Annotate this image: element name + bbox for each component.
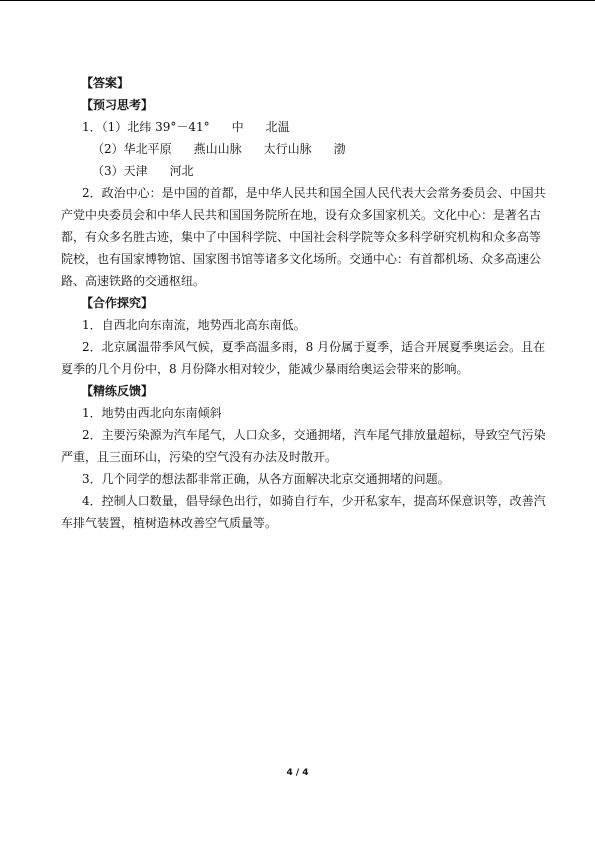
preview-q1-temperate: 北温	[265, 120, 290, 134]
practice-q4-line: 车排气装置，植树造林改善空气质量等。	[61, 516, 278, 530]
preview-q1-taihang: 太行山脉	[263, 142, 312, 156]
explore-q2-line: 2．北京属温带季风气候，夏季高温多雨，8 月份属于夏季，适合开展夏季奥运会。且在	[82, 340, 546, 354]
practice-q2-line: 2．主要污染源为汽车尾气，人口众多，交通拥堵，汽车尾气排放量超标，导致空气污染	[82, 428, 546, 442]
practice-heading: 【精练反馈】	[81, 384, 154, 398]
preview-q1-middle: 中	[231, 120, 244, 134]
answer-heading: 【答案】	[81, 76, 130, 90]
preview-q1-bo: 渤	[333, 142, 346, 156]
preview-q1-latitude: 1．（1）北纬 39°－41°	[82, 120, 210, 134]
practice-q2-line: 严重，且三面环山，污染的空气没有办法及时散开。	[61, 450, 338, 464]
preview-q1-line3	[61, 164, 541, 179]
preview-q2-line: 路、高速铁路的交通枢纽。	[61, 274, 206, 288]
preview-q1-yanshan: 燕山山脉	[193, 142, 242, 156]
practice-q4-line: 4．控制人口数量，倡导绿色出行，如骑自行车，少开私家车，提高环保意识等，改善汽	[82, 494, 546, 508]
preview-q2-line: 2．政治中心：是中国的首都，是中华人民共和国全国人民代表大会常务委员会、中国共	[82, 186, 546, 200]
answer-content	[61, 76, 546, 538]
preview-q1-plain: （2）华北平原	[92, 142, 172, 156]
preview-q1-tianjin: （3）天津	[92, 164, 148, 178]
explore-heading: 【合作探究】	[81, 296, 154, 310]
preview-q2-line: 院校，也有国家博物馆、国家图书馆等诸多文化场所。交通中心：有首都机场、众多高速公	[61, 252, 542, 266]
preview-heading: 【预习思考】	[81, 98, 154, 112]
practice-q1: 1．地势由西北向东南倾斜	[82, 406, 222, 420]
preview-q1-line2	[61, 142, 541, 157]
preview-q2-line: 产党中央委员会和中华人民共和国国务院所在地，设有众多国家机关。文化中心：是著名古	[61, 208, 542, 222]
preview-q2-line: 都，有众多名胜古迹，集中了中国科学院、中国社会科学院等众多科学研究机构和众多高等	[61, 230, 542, 244]
preview-q1-hebei: 河北	[169, 164, 194, 178]
top-rule	[0, 0, 595, 1]
preview-q1-line1	[61, 120, 541, 135]
explore-q1: 1．自西北向东南流，地势西北高东南低。	[82, 318, 306, 332]
explore-q2-line: 夏季的几个月份中，8 月份降水相对较少，能减少暴雨给奥运会带来的影响。	[61, 362, 469, 376]
page-number: 4 / 4	[286, 768, 309, 778]
practice-q3: 3．几个同学的想法都非常正确，从各方面解决北京交通拥堵的问题。	[82, 472, 450, 486]
